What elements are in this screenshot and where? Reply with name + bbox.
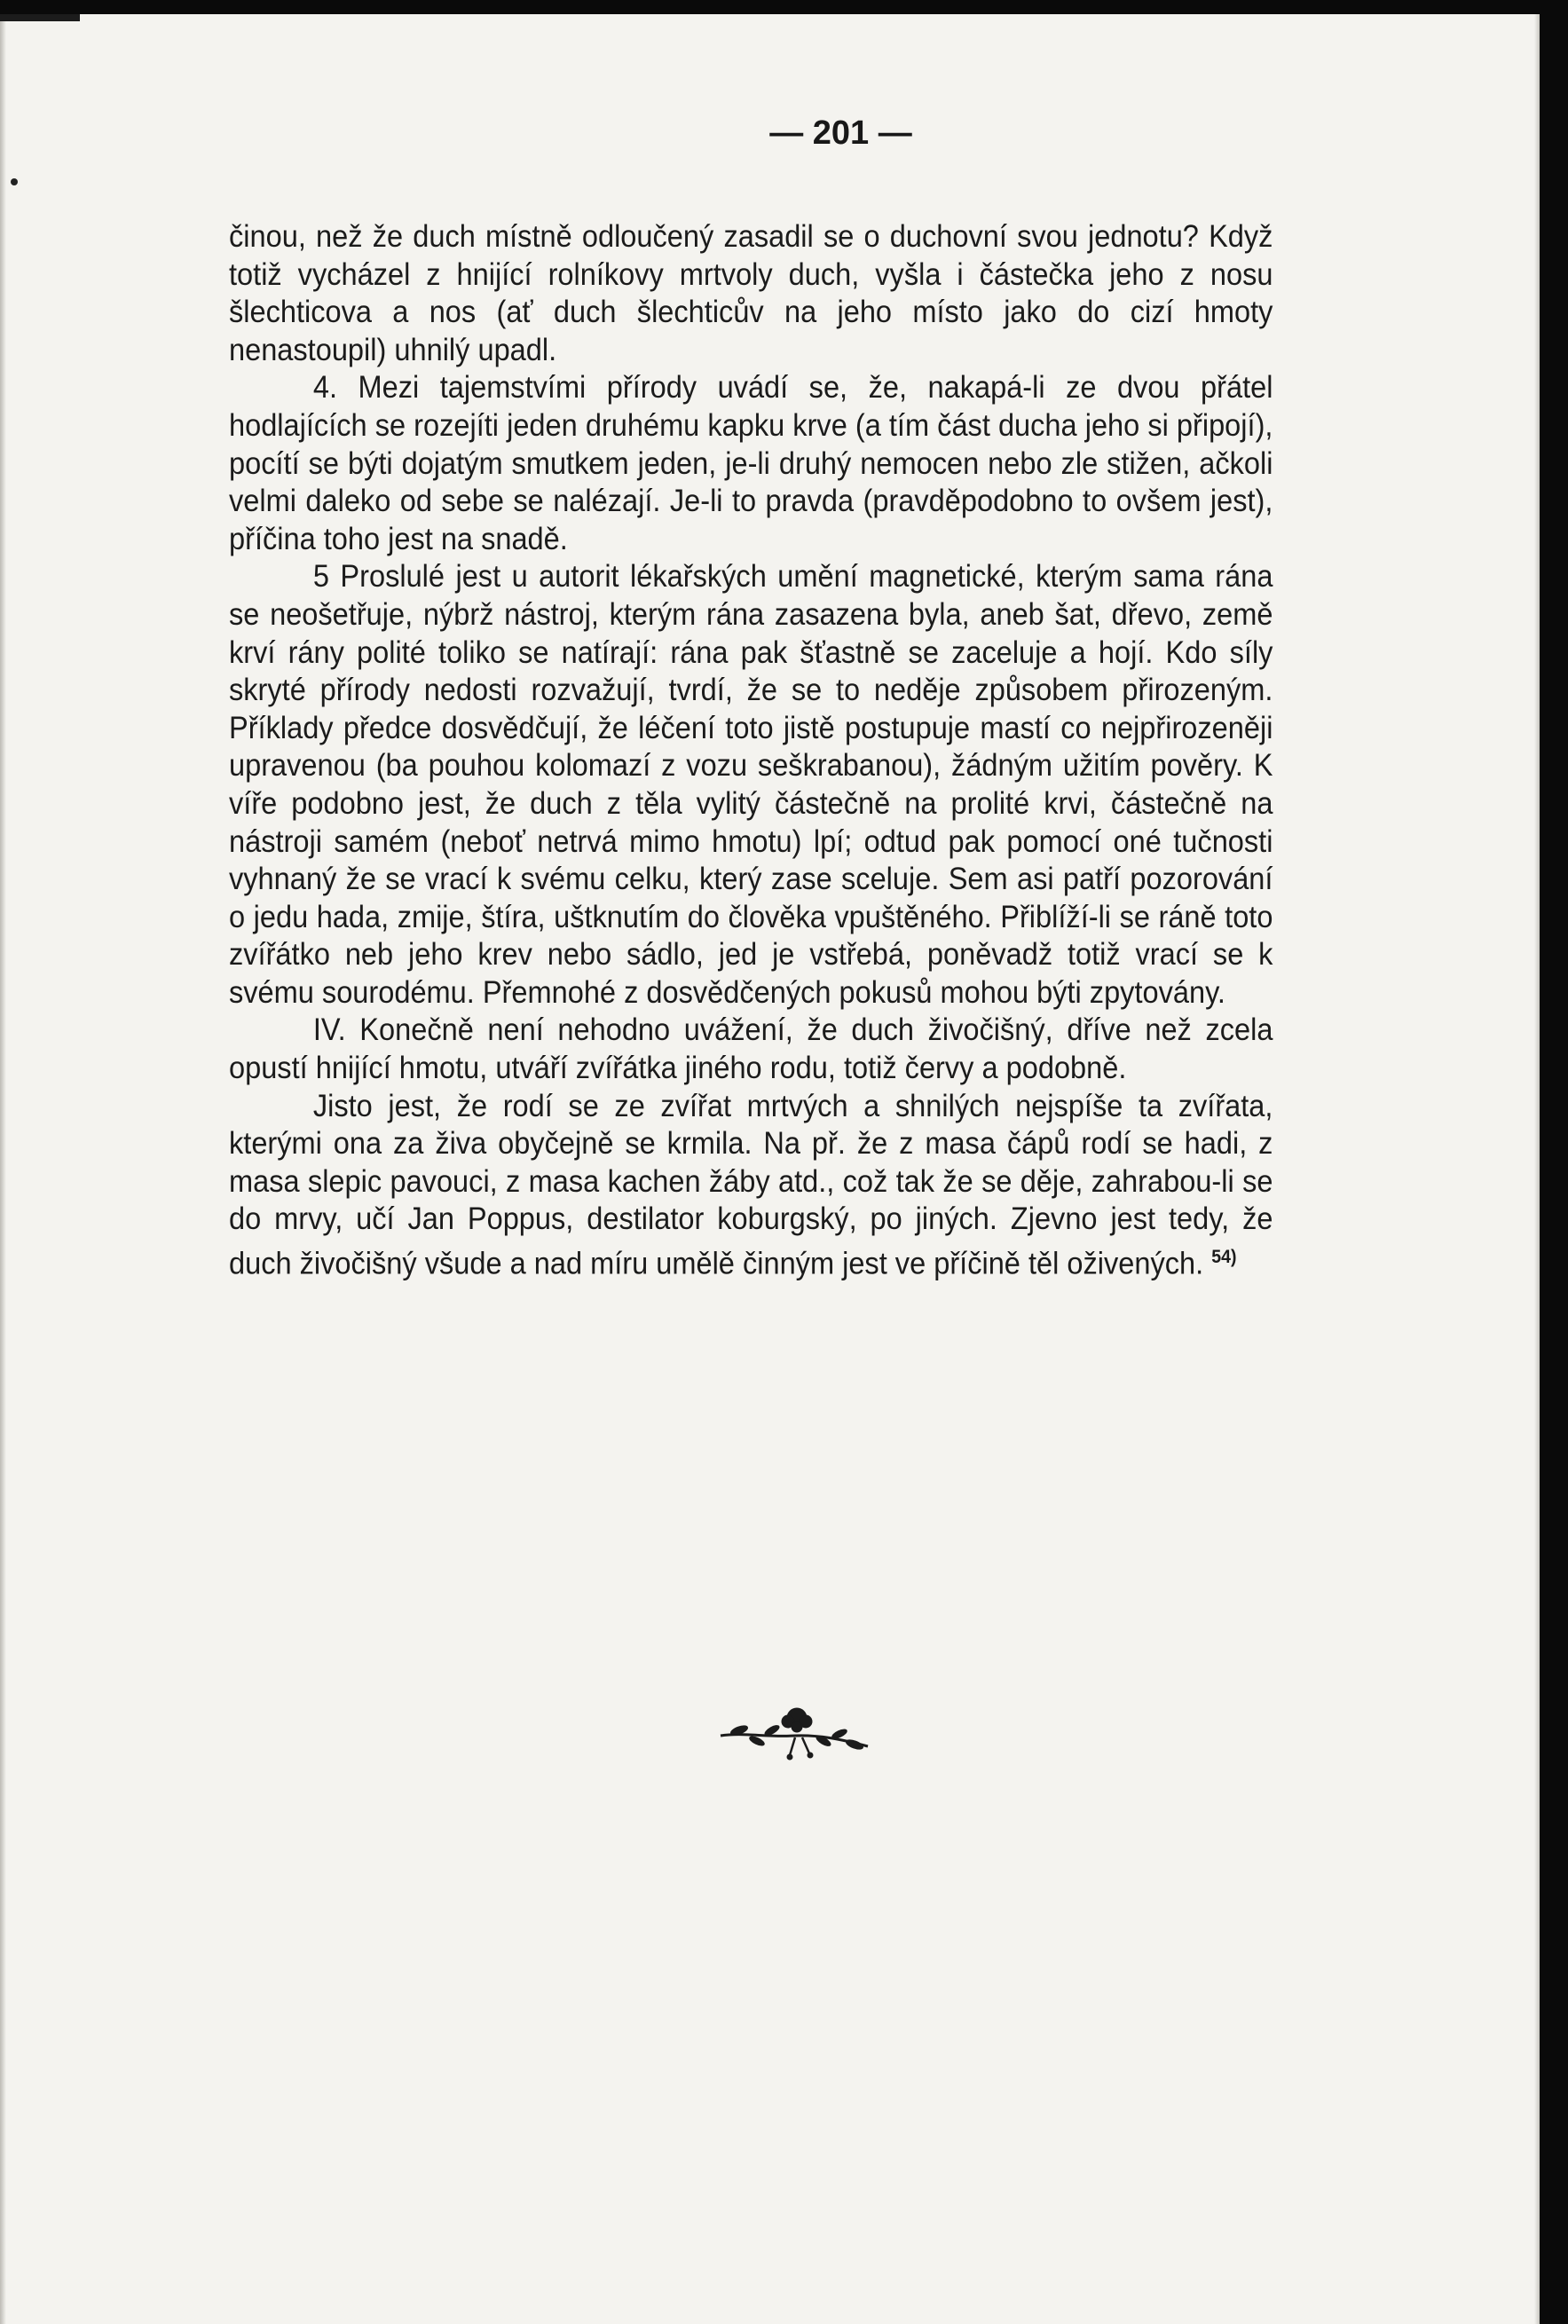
margin-dot <box>11 178 18 185</box>
page-edge-right <box>1534 14 1540 2324</box>
paragraph-IV: IV. Konečně není nehodno uvážení, že duch živočišný, dříve než zcela opustí hnijící hmotu, utváří zvířátka jiného rodu, totiž červy a podobně. <box>229 1012 1273 1086</box>
paragraph-4: 4. Mezi tajemstvími přírody uvádí se, že, nakapá-li ze dvou přátel hodlajících se rozejíti jeden druhému kapku krve (a tím část ducha jeho si připojí), pocítí se býti dojatým smutkem jeden, je-li druhý nemocen nebo zle stižen, ačkoli velmi daleko od sebe se nalézají. Je-li to pravda (pravděpodobno to ovšem jest), příčina toho jest na snadě. <box>229 370 1273 556</box>
paragraph-5: 5 Proslulé jest u autorit lékařských umění magnetické, kterým sama rána se neošetřuje, nýbrž nástroj, kterým rána zasazena byla, aneb šat, dřevo, země krví rány polité toliko se natírají: rána pak šťastně se zaceluje a hojí. Kdo síly skryté přírody nedosti rozvažují, tvrdí, že se to neděje způsobem přirozeným. Příklady předce dosvědčují, že léčení toto jistě postupuje mastí co nejpřirozeněji upravenou (ba pouhou kolomazí z vozu seškrabanou), žádným užitím pověry. K víře podobno jest, že duch z těla vylitý částečně na prolité krvi, částečně na nástroji samém (neboť netrvá mimo hmotu) lpí; odtud pak pomocí oné tučnosti vyhnaný že se vrací k svému celku, který zase sceluje. Sem asi patří pozorování o jedu hada, zmije, štíra, uštknutím do člověka vpuštěného. Přiblíží-li se ráně toto zvířátko neb jeho krev nebo sádlo, jed je vstřebá, poněvadž totiž vrací se k svému sourodému. Přemnohé z dosvědčených pokusů mohou býti zpytovány. <box>229 559 1273 1010</box>
floral-ornament-icon <box>717 1700 872 1762</box>
body-text <box>229 218 1273 1283</box>
footnote-reference: 54) <box>1211 1247 1237 1268</box>
paragraph-final-text: Jisto jest, že rodí se ze zvířat mrtvých a shnilých nejspíše ta zvířata, kterými ona za živa obyčejně se krmila. Na př. že z masa čápů rodí se hadi, z masa slepic pavouci, z masa kachen žáby atd., což tak že se děje, zahrabou-li se do mrvy, učí Jan Poppus, destilator koburgský, po jiných. Zjevno jest tedy, že duch živočišný všude a nad míru umělě činným jest ve příčině těl oživených. <box>229 1088 1273 1281</box>
paragraph-continuation: činou, než že duch místně odloučený zasadil se o duchovní svou jednotu? Když totiž vycházel z hnijící rolníkovy mrtvoly duch, vyšla i částečka jeho z nosu šlechticova a nos (ať duch šlechticův na jeho místo jako do cizí hmoty nenastoupil) uhnilý upadl. <box>229 219 1273 367</box>
scan-mark <box>0 14 80 21</box>
page-number: — 201 — <box>769 114 912 152</box>
page-sheet <box>0 14 1540 2324</box>
paragraph-final <box>229 1088 1273 1284</box>
page-edge-left <box>0 14 6 2324</box>
